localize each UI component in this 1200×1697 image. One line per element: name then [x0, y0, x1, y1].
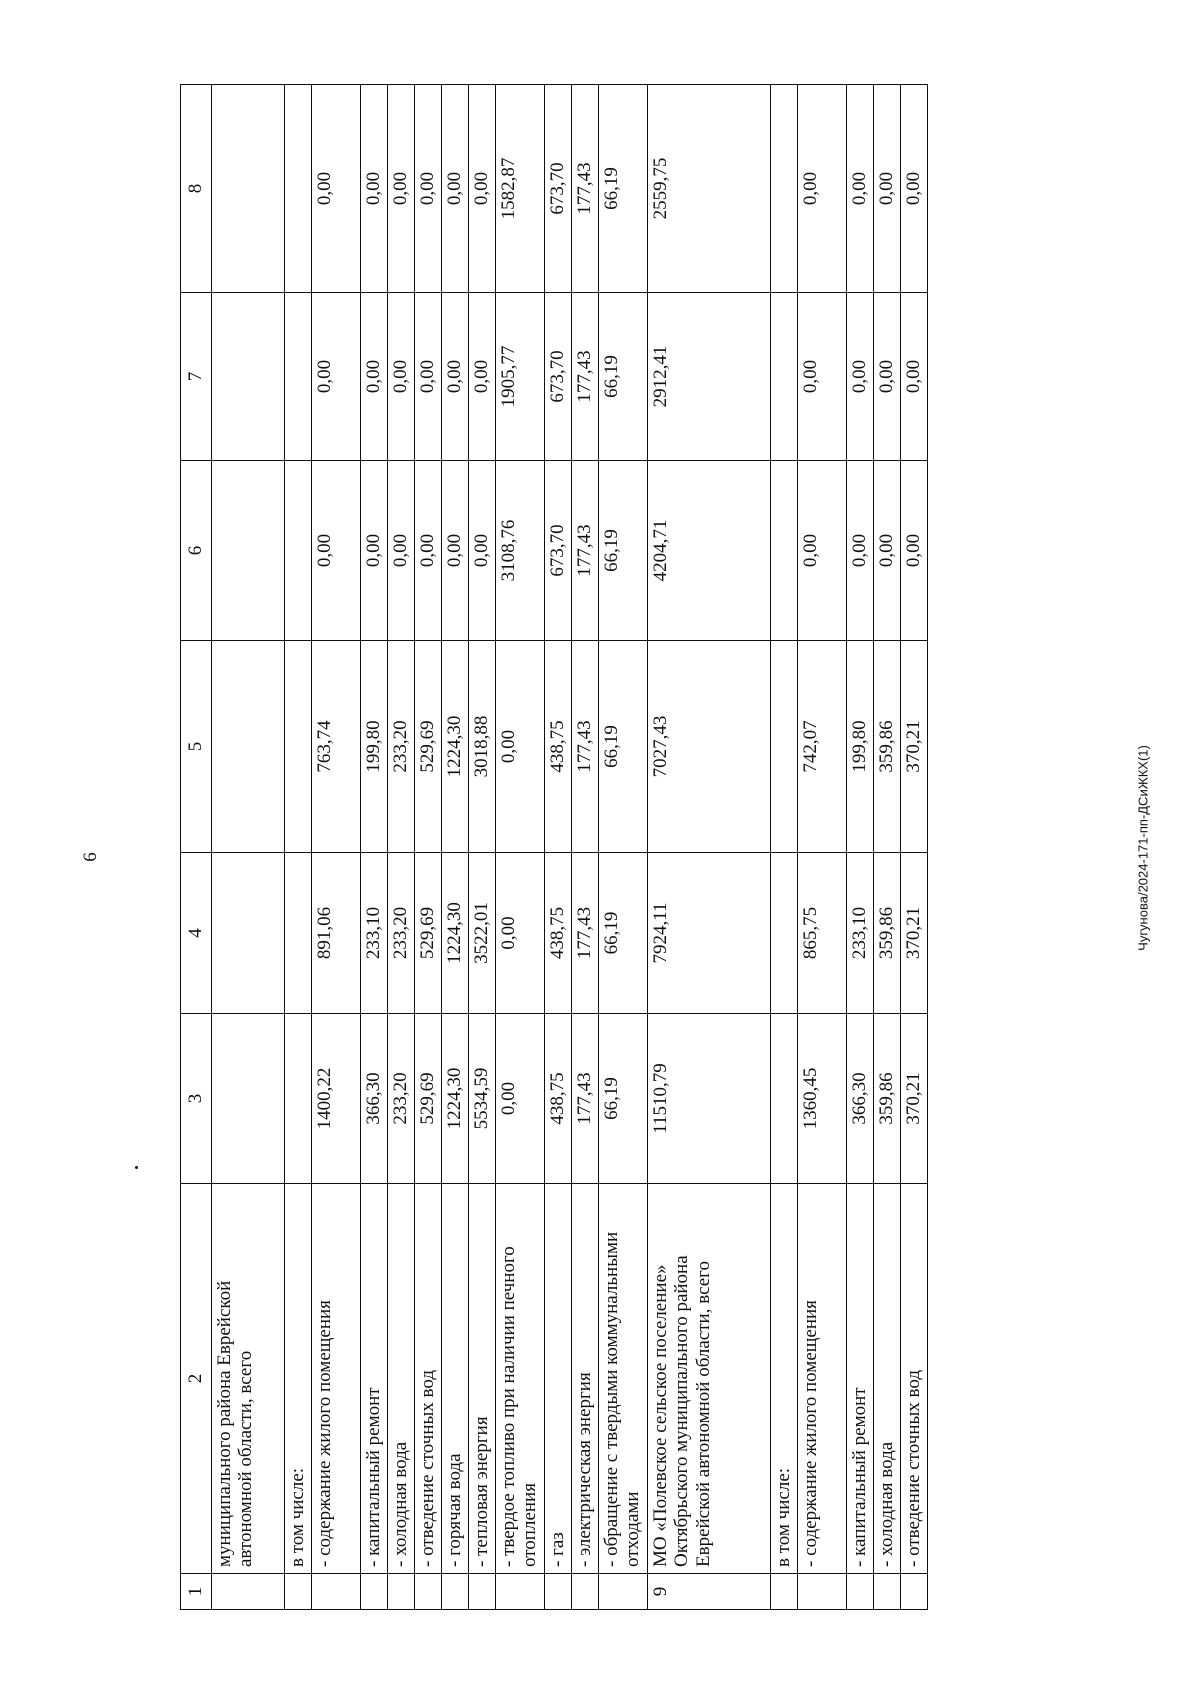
row-number: [469, 1574, 496, 1610]
value-col-6: 0,00: [388, 461, 415, 641]
row-name: - тепловая энергия: [469, 1184, 496, 1574]
header-col-1: 1: [181, 1574, 212, 1610]
value-col-6: 0,00: [847, 461, 874, 641]
row-name: - холодная вода: [874, 1184, 901, 1574]
value-col-4: 891,06: [312, 853, 361, 1014]
row-name: - холодная вода: [388, 1184, 415, 1574]
value-col-3: 370,21: [901, 1014, 928, 1184]
value-col-3: 1360,45: [798, 1014, 847, 1184]
value-col-3: 366,30: [361, 1014, 388, 1184]
value-col-5: 763,74: [312, 641, 361, 853]
value-col-7: 0,00: [361, 293, 388, 461]
value-col-7: 0,00: [798, 293, 847, 461]
header-col-4: 4: [181, 853, 212, 1014]
value-col-4: 177,43: [572, 853, 599, 1014]
value-col-7: 0,00: [469, 293, 496, 461]
header-row: [181, 85, 212, 1610]
value-col-5: 66,19: [599, 641, 648, 853]
row-number: [847, 1574, 874, 1610]
row-name: - твердое топливо при наличии печного отопления: [496, 1184, 545, 1574]
value-col-6: 673,70: [545, 461, 572, 641]
value-col-5: [285, 641, 312, 853]
value-col-4: [285, 853, 312, 1014]
row-name: - содержание жилого помещения: [312, 1184, 361, 1574]
value-col-6: [771, 461, 798, 641]
value-col-5: [212, 641, 285, 853]
value-col-8: 0,00: [442, 85, 469, 293]
table-row: [496, 85, 545, 1610]
row-number: 9: [648, 1574, 771, 1610]
scan-dot: [135, 1166, 138, 1169]
value-col-6: 0,00: [874, 461, 901, 641]
value-col-7: 673,70: [545, 293, 572, 461]
value-col-7: [285, 293, 312, 461]
value-col-6: 177,43: [572, 461, 599, 641]
value-col-5: 199,80: [361, 641, 388, 853]
value-col-7: 0,00: [312, 293, 361, 461]
value-col-8: 0,00: [415, 85, 442, 293]
row-number: [212, 1574, 285, 1610]
row-number: [901, 1574, 928, 1610]
value-col-5: 199,80: [847, 641, 874, 853]
row-name: - электрическая энергия: [572, 1184, 599, 1574]
value-col-4: 529,69: [415, 853, 442, 1014]
table-row: [901, 85, 928, 1610]
value-col-4: 438,75: [545, 853, 572, 1014]
value-col-3: [285, 1014, 312, 1184]
row-number: [415, 1574, 442, 1610]
value-col-7: [212, 293, 285, 461]
header-col-2: 2: [181, 1184, 212, 1574]
value-col-6: 0,00: [901, 461, 928, 641]
row-number: [361, 1574, 388, 1610]
value-col-6: 0,00: [361, 461, 388, 641]
value-col-6: 0,00: [798, 461, 847, 641]
value-col-6: [212, 461, 285, 641]
value-col-5: 742,07: [798, 641, 847, 853]
value-col-8: [771, 85, 798, 293]
value-col-8: 0,00: [469, 85, 496, 293]
row-name: - отведение сточных вод: [415, 1184, 442, 1574]
table-row: [847, 85, 874, 1610]
row-name: - горячая вода: [442, 1184, 469, 1574]
value-col-8: 0,00: [874, 85, 901, 293]
value-col-7: 0,00: [388, 293, 415, 461]
value-col-8: 0,00: [798, 85, 847, 293]
value-col-3: 366,30: [847, 1014, 874, 1184]
table-row: [572, 85, 599, 1610]
row-name: муниципального района Еврейской автономной области, всего: [212, 1184, 285, 1574]
value-col-4: 66,19: [599, 853, 648, 1014]
value-col-8: 0,00: [901, 85, 928, 293]
row-number: [312, 1574, 361, 1610]
table-row: [312, 85, 361, 1610]
value-col-4: 233,10: [847, 853, 874, 1014]
row-number: [496, 1574, 545, 1610]
value-col-5: [771, 641, 798, 853]
rotated-table-container: [180, 85, 1085, 1610]
value-col-6: 0,00: [312, 461, 361, 641]
header-col-5: 5: [181, 641, 212, 853]
value-col-7: 66,19: [599, 293, 648, 461]
table-row: [388, 85, 415, 1610]
value-col-7: 0,00: [442, 293, 469, 461]
row-name: - обращение с твердыми коммунальными отходами: [599, 1184, 648, 1574]
value-col-3: [771, 1014, 798, 1184]
value-col-8: 673,70: [545, 85, 572, 293]
value-col-3: [212, 1014, 285, 1184]
row-name: в том числе:: [285, 1184, 312, 1574]
table-row: [469, 85, 496, 1610]
value-col-8: [212, 85, 285, 293]
value-col-3: 359,86: [874, 1014, 901, 1184]
table-row: [285, 85, 312, 1610]
value-col-8: 66,19: [599, 85, 648, 293]
value-col-4: 7924,11: [648, 853, 771, 1014]
row-number: [599, 1574, 648, 1610]
value-col-5: 177,43: [572, 641, 599, 853]
value-col-4: 359,86: [874, 853, 901, 1014]
value-col-5: 3018,88: [469, 641, 496, 853]
page-number: 6: [79, 852, 101, 862]
value-col-6: 0,00: [442, 461, 469, 641]
value-col-6: 4204,71: [648, 461, 771, 641]
value-col-3: 11510,79: [648, 1014, 771, 1184]
value-col-3: 529,69: [415, 1014, 442, 1184]
row-name: - отведение сточных вод: [901, 1184, 928, 1574]
table-row: [648, 85, 771, 1610]
value-col-4: [771, 853, 798, 1014]
header-col-6: 6: [181, 461, 212, 641]
value-col-5: 7027,43: [648, 641, 771, 853]
value-col-4: [212, 853, 285, 1014]
header-col-3: 3: [181, 1014, 212, 1184]
value-col-3: 1400,22: [312, 1014, 361, 1184]
value-col-8: 1582,87: [496, 85, 545, 293]
table-row: [545, 85, 572, 1610]
value-col-8: 0,00: [388, 85, 415, 293]
header-col-7: 7: [181, 293, 212, 461]
value-col-4: 0,00: [496, 853, 545, 1014]
value-col-6: 66,19: [599, 461, 648, 641]
table-region: [180, 85, 1085, 1610]
value-col-6: 0,00: [469, 461, 496, 641]
table-row: [874, 85, 901, 1610]
header-col-8: 8: [181, 85, 212, 293]
table-row: [212, 85, 285, 1610]
value-col-5: 233,20: [388, 641, 415, 853]
row-name: МО «Полевское сельское поселение» Октябрьского муниципального района Еврейской автономной области, всего: [648, 1184, 771, 1574]
table-row: [361, 85, 388, 1610]
table-body: [181, 85, 928, 1610]
value-col-4: 370,21: [901, 853, 928, 1014]
value-col-8: [285, 85, 312, 293]
row-name: - капитальный ремонт: [847, 1184, 874, 1574]
table-row: [771, 85, 798, 1610]
row-name: - газ: [545, 1184, 572, 1574]
row-name: в том числе:: [771, 1184, 798, 1574]
row-number: [798, 1574, 847, 1610]
value-col-7: 177,43: [572, 293, 599, 461]
value-col-3: 66,19: [599, 1014, 648, 1184]
value-col-7: 0,00: [847, 293, 874, 461]
value-col-8: 0,00: [312, 85, 361, 293]
value-col-5: 438,75: [545, 641, 572, 853]
value-col-6: [285, 461, 312, 641]
value-col-3: 233,20: [388, 1014, 415, 1184]
value-col-7: [771, 293, 798, 461]
value-col-7: 0,00: [415, 293, 442, 461]
value-col-6: 0,00: [415, 461, 442, 641]
value-col-4: 3522,01: [469, 853, 496, 1014]
table-row: [599, 85, 648, 1610]
value-col-8: 0,00: [361, 85, 388, 293]
value-col-4: 233,20: [388, 853, 415, 1014]
value-col-8: 2559,75: [648, 85, 771, 293]
value-col-5: 0,00: [496, 641, 545, 853]
value-col-4: 233,10: [361, 853, 388, 1014]
value-col-4: 865,75: [798, 853, 847, 1014]
row-name: - капитальный ремонт: [361, 1184, 388, 1574]
value-col-8: 177,43: [572, 85, 599, 293]
value-col-7: 0,00: [901, 293, 928, 461]
tariff-table: [180, 84, 928, 1610]
row-number: [545, 1574, 572, 1610]
row-number: [442, 1574, 469, 1610]
table-row: [798, 85, 847, 1610]
value-col-8: 0,00: [847, 85, 874, 293]
row-number: [771, 1574, 798, 1610]
value-col-6: 3108,76: [496, 461, 545, 641]
document-code: Чугунова/2024-171-пп-ДСиЖКХ(1): [1135, 745, 1151, 951]
value-col-3: 438,75: [545, 1014, 572, 1184]
table-row: [415, 85, 442, 1610]
row-number: [572, 1574, 599, 1610]
row-number: [388, 1574, 415, 1610]
value-col-4: 1224,30: [442, 853, 469, 1014]
value-col-7: 1905,77: [496, 293, 545, 461]
row-name: - содержание жилого помещения: [798, 1184, 847, 1574]
value-col-3: 5534,59: [469, 1014, 496, 1184]
value-col-3: 0,00: [496, 1014, 545, 1184]
value-col-7: 2912,41: [648, 293, 771, 461]
value-col-3: 177,43: [572, 1014, 599, 1184]
value-col-7: 0,00: [874, 293, 901, 461]
value-col-3: 1224,30: [442, 1014, 469, 1184]
value-col-5: 370,21: [901, 641, 928, 853]
table-row: [442, 85, 469, 1610]
value-col-5: 1224,30: [442, 641, 469, 853]
row-number: [874, 1574, 901, 1610]
row-number: [285, 1574, 312, 1610]
value-col-5: 529,69: [415, 641, 442, 853]
value-col-5: 359,86: [874, 641, 901, 853]
